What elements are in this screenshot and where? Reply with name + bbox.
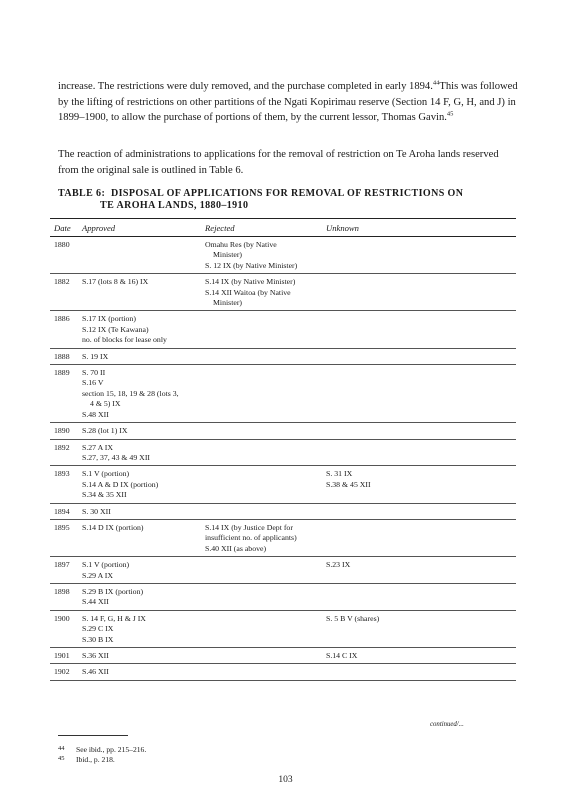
footnote-ref-44[interactable]: 44 bbox=[432, 79, 440, 87]
cell-line: S.23 IX bbox=[326, 560, 351, 570]
cell-unknown bbox=[326, 277, 466, 308]
cell-line: S.46 XII bbox=[82, 667, 109, 677]
table-number: TABLE 6: bbox=[58, 188, 106, 199]
cell-line: S.14 C IX bbox=[326, 651, 358, 660]
table-row bbox=[50, 504, 516, 520]
continued-note: continued/... bbox=[430, 721, 464, 728]
cell-unknown bbox=[326, 240, 466, 271]
cell-rejected bbox=[205, 426, 326, 436]
paragraph-1-text: increase. The restrictions were duly removed, and the purchase completed in early 1894. bbox=[58, 81, 433, 92]
cell-line: S.14 IX (by Justice Dept for bbox=[205, 522, 293, 532]
cell-line: Omahu Res (by Native bbox=[205, 240, 277, 249]
table-row bbox=[50, 274, 516, 311]
cell-line: S. 31 IX bbox=[326, 469, 353, 479]
cell-date: 1902 bbox=[54, 667, 70, 677]
header-approved: Approved bbox=[82, 222, 116, 233]
cell-approved bbox=[82, 507, 205, 517]
cell-line: insufficient no. of applicants) bbox=[205, 533, 297, 543]
cell-unknown bbox=[326, 469, 466, 500]
cell-line: S.28 (lot 1) IX bbox=[82, 426, 128, 436]
cell-approved bbox=[82, 443, 205, 464]
cell-rejected bbox=[205, 469, 326, 500]
cell-line: S.48 XII bbox=[82, 409, 109, 419]
table-row bbox=[50, 648, 516, 664]
header-unknown: Unknown bbox=[326, 222, 359, 233]
cell-line: S. 5 B V (shares) bbox=[326, 613, 380, 623]
cell-date: 1901 bbox=[54, 651, 70, 660]
cell-unknown bbox=[326, 651, 466, 661]
cell-line: 4 & 5) IX bbox=[90, 399, 121, 409]
cell-line: section 15, 18, 19 & 28 (lots 3, bbox=[82, 388, 179, 398]
table-row bbox=[50, 664, 516, 680]
table-row bbox=[50, 237, 516, 274]
cell-rejected bbox=[205, 507, 326, 517]
table-row bbox=[50, 611, 516, 648]
cell-line: S.34 & 35 XII bbox=[82, 490, 127, 500]
cell-line: S.1 V (portion) bbox=[82, 469, 130, 479]
cell-line: S.38 & 45 XII bbox=[326, 479, 371, 489]
paragraph-1-continuation: This was followed by the lifting of restrictions on other partitions of the Ngati Kopirimau reserve (Section 14 F, G, H, and J) in 1899–1900, to allow the purchase of portions of them, by the current lessor, Thomas Gavin. bbox=[58, 81, 518, 123]
table-row bbox=[50, 349, 516, 365]
cell-line: S. 19 IX bbox=[82, 351, 109, 361]
cell-unknown bbox=[326, 443, 466, 464]
cell-rejected bbox=[205, 523, 326, 554]
cell-approved bbox=[82, 587, 205, 608]
cell-line: S.40 XII (as above) bbox=[205, 543, 267, 553]
cell-line: S.14 IX (by Native Minister) bbox=[205, 277, 296, 287]
table-row bbox=[50, 365, 516, 423]
table-title-line-2: TE AROHA LANDS, 1880–1910 bbox=[100, 200, 249, 211]
table-title-line-1: DISPOSAL OF APPLICATIONS FOR REMOVAL OF RESTRICTIONS ON bbox=[111, 188, 464, 199]
cell-approved bbox=[82, 368, 205, 420]
cell-unknown bbox=[326, 426, 466, 436]
cell-line: S.44 XII bbox=[82, 597, 109, 607]
cell-date: 1892 bbox=[54, 442, 70, 452]
cell-date: 1888 bbox=[54, 351, 70, 361]
cell-line: S. 30 XII bbox=[82, 506, 111, 516]
cell-date: 1893 bbox=[54, 469, 70, 479]
cell-date: 1886 bbox=[54, 314, 70, 324]
table-caption bbox=[58, 188, 518, 212]
footnote-text: See ibid., pp. 215–216. bbox=[76, 745, 147, 754]
cell-rejected bbox=[205, 352, 326, 362]
table-body bbox=[50, 237, 516, 681]
cell-approved bbox=[82, 277, 205, 308]
cell-unknown bbox=[326, 352, 466, 362]
cell-line: S.29 B IX (portion) bbox=[82, 586, 144, 596]
footnote-ref-45[interactable]: 45 bbox=[446, 110, 454, 118]
table-row bbox=[50, 466, 516, 503]
cell-line: S.17 IX (portion) bbox=[82, 314, 136, 324]
footnote-number: 45 bbox=[58, 755, 65, 762]
cell-rejected bbox=[205, 587, 326, 608]
cell-rejected bbox=[205, 314, 326, 345]
cell-date: 1900 bbox=[54, 613, 70, 623]
table-row bbox=[50, 311, 516, 348]
paragraph-1 bbox=[58, 79, 518, 126]
table-row bbox=[50, 557, 516, 584]
cell-date: 1894 bbox=[54, 506, 70, 516]
cell-date: 1880 bbox=[54, 240, 70, 249]
cell-rejected bbox=[205, 651, 326, 661]
cell-line: S.1 V (portion) bbox=[82, 560, 130, 570]
cell-date: 1882 bbox=[54, 277, 70, 287]
cell-line: S. 70 II bbox=[82, 368, 106, 378]
cell-date: 1897 bbox=[54, 560, 70, 570]
cell-line: S.14 XII Waitoa (by Native bbox=[205, 287, 291, 297]
cell-approved bbox=[82, 240, 205, 271]
cell-approved bbox=[82, 651, 205, 661]
cell-unknown bbox=[326, 667, 466, 677]
cell-unknown bbox=[326, 523, 466, 554]
cell-line: S.14 A & D IX (portion) bbox=[82, 479, 159, 489]
cell-rejected bbox=[205, 240, 326, 271]
cell-rejected bbox=[205, 560, 326, 581]
table-header-row bbox=[50, 219, 516, 237]
cell-unknown bbox=[326, 314, 466, 345]
cell-approved bbox=[82, 523, 205, 554]
cell-date: 1898 bbox=[54, 586, 70, 596]
cell-rejected bbox=[205, 277, 326, 308]
cell-line: S.14 D IX (portion) bbox=[82, 522, 144, 532]
cell-date: 1889 bbox=[54, 368, 70, 378]
footnote-45 bbox=[58, 754, 115, 765]
cell-rejected bbox=[205, 614, 326, 645]
table-row bbox=[50, 440, 516, 467]
cell-unknown bbox=[326, 368, 466, 420]
cell-approved bbox=[82, 667, 205, 677]
cell-approved bbox=[82, 560, 205, 581]
cell-line: S.30 B IX bbox=[82, 634, 114, 644]
cell-line: S.29 C IX bbox=[82, 624, 114, 634]
cell-line: S.16 V bbox=[82, 378, 104, 388]
cell-line: S.27 A IX bbox=[82, 442, 113, 452]
cell-line: no. of blocks for lease only bbox=[82, 335, 167, 345]
cell-line: S.29 A IX bbox=[82, 570, 113, 580]
footnote-number: 44 bbox=[58, 745, 65, 752]
cell-rejected bbox=[205, 443, 326, 464]
cell-line: S.36 XII bbox=[82, 651, 109, 660]
cell-line: Minister) bbox=[213, 298, 243, 308]
header-date: Date bbox=[54, 222, 71, 233]
cell-unknown bbox=[326, 560, 466, 581]
cell-approved bbox=[82, 352, 205, 362]
cell-approved bbox=[82, 314, 205, 345]
page-number: 103 bbox=[278, 775, 293, 785]
restrictions-table bbox=[50, 218, 516, 681]
table-row bbox=[50, 423, 516, 439]
cell-approved bbox=[82, 426, 205, 436]
footnote-text: Ibid., p. 218. bbox=[76, 755, 115, 764]
table-row bbox=[50, 584, 516, 611]
cell-rejected bbox=[205, 667, 326, 677]
cell-line: S.27, 37, 43 & 49 XII bbox=[82, 452, 151, 462]
cell-date: 1890 bbox=[54, 426, 70, 436]
cell-unknown bbox=[326, 507, 466, 517]
cell-line: Minister) bbox=[213, 250, 243, 260]
paragraph-2: The reaction of administrations to applications for the removal of restriction on Te Aroha lands reserved from the original sale is outlined in Table 6. bbox=[58, 149, 499, 176]
cell-line: S. 12 IX (by Native Minister) bbox=[205, 260, 298, 270]
cell-date: 1895 bbox=[54, 522, 70, 532]
cell-line: S.12 IX (Te Kawana) bbox=[82, 324, 149, 334]
cell-approved bbox=[82, 469, 205, 500]
cell-line: S. 14 F, G, H & J IX bbox=[82, 613, 146, 623]
table-row bbox=[50, 520, 516, 557]
cell-approved bbox=[82, 614, 205, 645]
footnote-divider bbox=[58, 735, 128, 736]
cell-rejected bbox=[205, 368, 326, 420]
header-rejected: Rejected bbox=[205, 222, 235, 233]
cell-line: S.17 (lots 8 & 16) IX bbox=[82, 277, 149, 287]
cell-unknown bbox=[326, 587, 466, 608]
cell-unknown bbox=[326, 614, 466, 645]
